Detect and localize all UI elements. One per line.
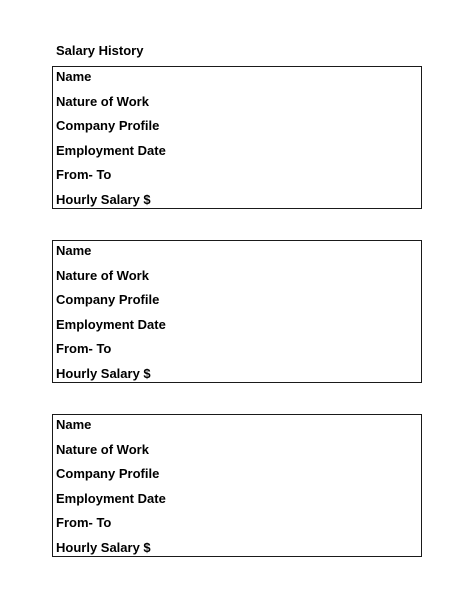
field-label-company-profile: Company Profile xyxy=(56,118,160,134)
field-label-employment-date: Employment Date xyxy=(56,316,166,332)
field-label-name: Name xyxy=(56,417,92,432)
field-label-nature-of-work: Nature of Work xyxy=(56,267,149,283)
field-label-employment-date: Employment Date xyxy=(56,490,166,506)
field-label-nature-of-work: Nature of Work xyxy=(56,93,149,109)
field-label-from-to: From- To xyxy=(56,341,112,357)
field-label-name: Name xyxy=(56,243,92,258)
field-label-hourly-salary: Hourly Salary $ xyxy=(56,539,151,555)
salary-record-1 xyxy=(52,66,422,209)
salary-record-2 xyxy=(52,240,422,383)
field-label-company-profile: Company Profile xyxy=(56,292,160,308)
field-label-company-profile: Company Profile xyxy=(56,466,160,482)
field-label-hourly-salary: Hourly Salary $ xyxy=(56,365,151,381)
field-label-from-to: From- To xyxy=(56,515,112,531)
field-label-hourly-salary: Hourly Salary $ xyxy=(56,191,151,207)
page-title: Salary History xyxy=(56,43,144,58)
field-label-name: Name xyxy=(56,69,92,84)
salary-record-3 xyxy=(52,414,422,557)
field-label-nature-of-work: Nature of Work xyxy=(56,441,149,457)
field-label-employment-date: Employment Date xyxy=(56,142,166,158)
field-label-from-to: From- To xyxy=(56,167,112,183)
